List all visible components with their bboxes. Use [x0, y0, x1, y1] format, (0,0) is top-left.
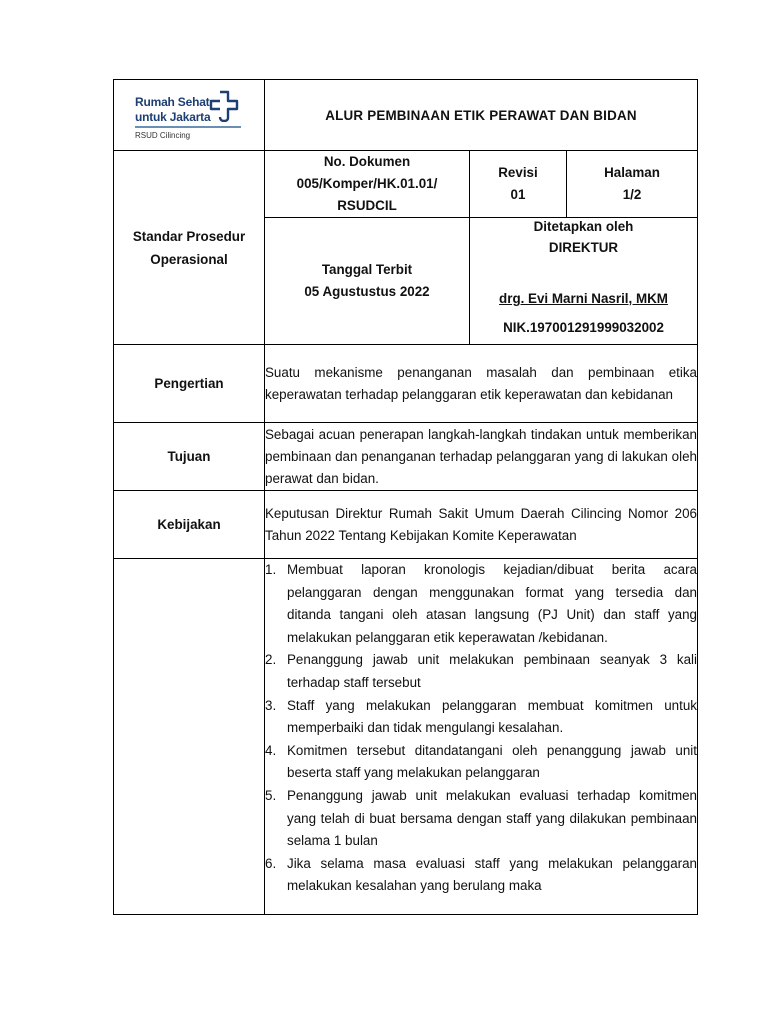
logo-divider [135, 126, 241, 128]
procedure-step [265, 695, 697, 740]
doc-number-label: No. Dokumen [323, 154, 411, 169]
step-number: 4. [265, 742, 277, 758]
step-number: 3. [265, 697, 277, 713]
logo-line-2: untuk Jakarta [135, 110, 211, 124]
step-number: 2. [265, 652, 277, 668]
sop-table [113, 79, 698, 915]
step-number: 1. [265, 562, 277, 577]
tanggal-terbit-value: 05 Agustustus 2022 [304, 284, 430, 299]
tujuan-text: Sebagai acuan penerapan langkah-langkah tindakan untuk memberikan pembinaan dan penanganan terhadap pelanggaran yang di lakukan oleh perawat dan bidan. [265, 423, 698, 491]
tanggal-terbit-cell [265, 218, 470, 345]
step-text: Komitmen tersebut ditandatangani oleh penanggung jawab unit beserta staff yang melakukan pelanggaran [287, 742, 697, 781]
kebijakan-text: Keputusan Direktur Rumah Sakit Umum Daerah Cilincing Nomor 206 Tahun 2022 Tentang Kebijakan Komite Keperawatan [265, 491, 698, 559]
procedure-step [265, 559, 697, 649]
revisi-value: 01 [510, 187, 526, 202]
procedure-step [265, 853, 697, 898]
doc-number-cell [265, 151, 470, 218]
signatory-nik: NIK.197001291999032002 [503, 320, 664, 335]
step-text: Penanggung jawab unit melakukan evaluasi terhadap komitmen yang telah di buat bersama dengan staff yang dilakukan pembinaan selama 1 bulan [287, 787, 697, 849]
logo-line-3: RSUD Cilincing [135, 131, 191, 140]
step-text: Jika selama masa evaluasi staff yang melakukan pelanggaran melakukan kesalahan yang berulang maka [287, 855, 697, 894]
logo-cell [114, 80, 265, 151]
revisi-label: Revisi [498, 165, 538, 180]
kebijakan-label: Kebijakan [114, 491, 265, 559]
revisi-cell [470, 151, 567, 218]
procedure-steps-list [265, 559, 697, 898]
ditetapkan-label: Ditetapkan oleh [533, 219, 634, 234]
doc-number-line-1: 005/Komper/HK.01.01/ [296, 176, 438, 191]
prosedur-label-cell [114, 559, 265, 915]
halaman-label: Halaman [604, 165, 660, 180]
hospital-logo [135, 86, 243, 144]
jabatan-label: DIREKTUR [548, 240, 619, 255]
step-number: 5. [265, 787, 277, 803]
pengertian-label: Pengertian [114, 345, 265, 423]
step-text: Staff yang melakukan pelanggaran membuat komitmen untuk memperbaiki dan tidak mengulangi kesalahan. [287, 697, 697, 736]
pengertian-text: Suatu mekanisme penanganan masalah dan pembinaan etika keperawatan terhadap pelanggaran etik keperawatan dan kebidanan [265, 345, 698, 423]
procedure-step [265, 785, 697, 853]
step-number: 6. [265, 855, 277, 871]
sop-label-line-1: Standar Prosedur [132, 228, 246, 244]
plus-cross-logo-icon [209, 90, 239, 122]
procedure-step [265, 740, 697, 785]
halaman-cell [567, 151, 698, 218]
procedure-steps-cell [265, 559, 698, 915]
document-title: ALUR PEMBINAAN ETIK PERAWAT DAN BIDAN [265, 80, 698, 151]
procedure-step [265, 649, 697, 694]
halaman-value: 1/2 [622, 187, 642, 202]
approval-cell [470, 218, 698, 345]
sop-label-cell [114, 151, 265, 345]
sop-label-line-2: Operasional [150, 251, 228, 267]
step-text: Membuat laporan kronologis kejadian/dibuat berita acara pelanggaran dengan menggunakan format yang tersedia dan ditanda tangani oleh atasan langsung (PJ Unit) dan staff yang melakukan pelanggaran etik keperawatan /kebidanan. [287, 562, 697, 645]
tujuan-label: Tujuan [114, 423, 265, 491]
tanggal-terbit-label: Tanggal Terbit [321, 262, 413, 277]
signatory-name: drg. Evi Marni Nasril, MKM [499, 291, 668, 306]
step-text: Penanggung jawab unit melakukan pembinaan seanyak 3 kali terhadap staff tersebut [287, 652, 697, 690]
doc-number-line-2: RSUDCIL [337, 198, 397, 213]
logo-line-1: Rumah Sehat [135, 95, 210, 109]
